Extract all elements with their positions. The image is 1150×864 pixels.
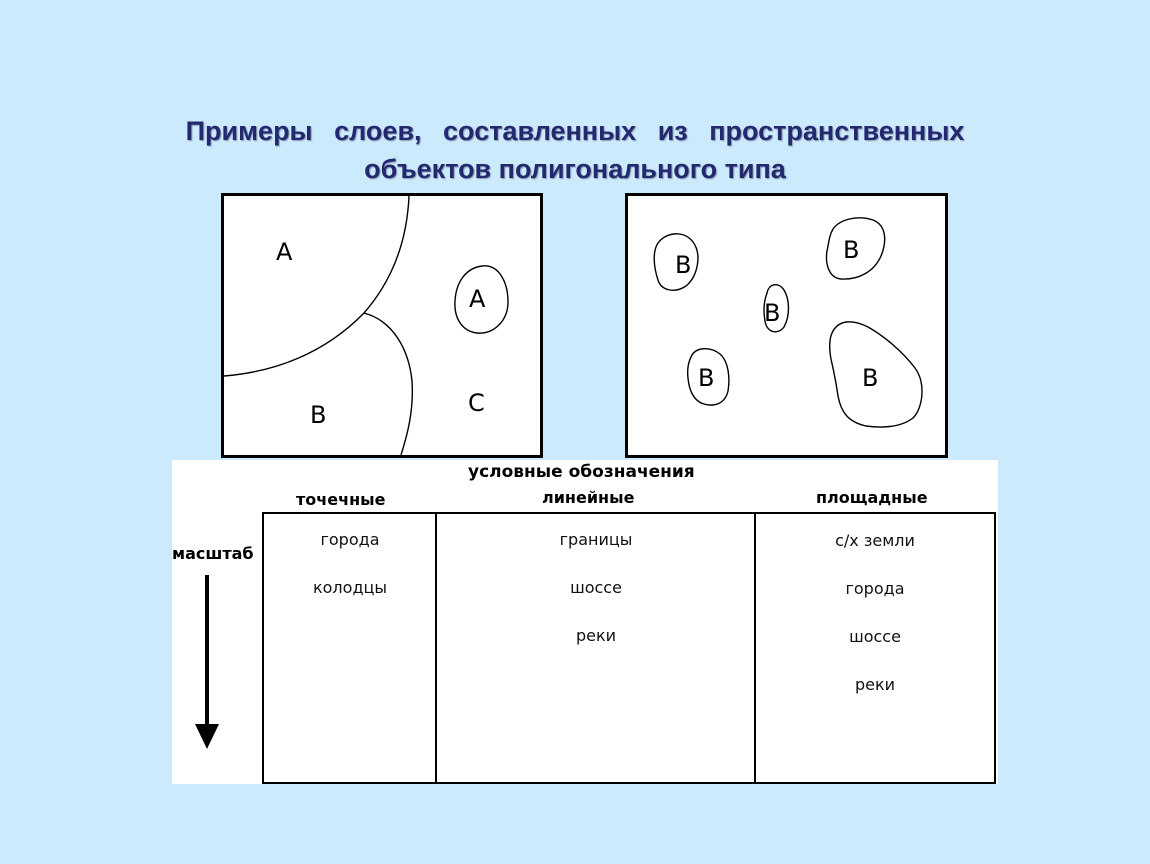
- legend-grid: [172, 460, 998, 784]
- map-layer-right: [625, 193, 948, 458]
- title-line-2: объектов полигонального типа: [364, 154, 786, 184]
- map-layer-left: [221, 193, 543, 458]
- legend-table-frame: [263, 513, 995, 783]
- map-left-label-a: A: [276, 238, 293, 266]
- map-left-label-b: B: [310, 401, 327, 429]
- boundary-line-b: [364, 313, 412, 455]
- column-header-linear: линейные: [542, 488, 635, 507]
- cell-linear-item-3: реки: [575, 626, 617, 645]
- legend-panel: [172, 460, 998, 784]
- cell-point-item-2: колодцы: [312, 578, 388, 597]
- map-left-boundaries: [224, 196, 540, 455]
- scale-axis-label: масштаб: [172, 544, 254, 563]
- map-left-label-c: C: [468, 389, 485, 417]
- map-right-label-b-4: B: [698, 364, 715, 392]
- map-right-label-b-5: B: [862, 364, 879, 392]
- cell-area-item-1: с/х земли: [835, 531, 915, 550]
- boundary-line-a: [224, 196, 409, 376]
- title-line-1: Примеры слоев, составленных из пространственных: [185, 116, 965, 146]
- cell-area-item-4: реки: [854, 675, 896, 694]
- cell-area-item-2: города: [845, 579, 905, 598]
- map-right-polygons: [628, 196, 945, 455]
- slide-title: [0, 112, 1150, 188]
- map-right-label-b-3: B: [764, 299, 781, 327]
- column-header-point: точечные: [296, 490, 386, 509]
- column-header-area: площадные: [816, 488, 928, 507]
- map-left-label-a-small: A: [469, 285, 486, 313]
- legend-title: условные обозначения: [468, 462, 695, 482]
- cell-point-item-1: города: [320, 530, 380, 549]
- map-right-label-b-2: B: [843, 236, 860, 264]
- cell-area-item-3: шоссе: [849, 627, 901, 646]
- cell-linear-item-2: шоссе: [570, 578, 622, 597]
- map-right-label-b-1: B: [675, 251, 692, 279]
- cell-linear-item-1: границы: [559, 530, 633, 549]
- scale-arrow-head: [195, 724, 219, 749]
